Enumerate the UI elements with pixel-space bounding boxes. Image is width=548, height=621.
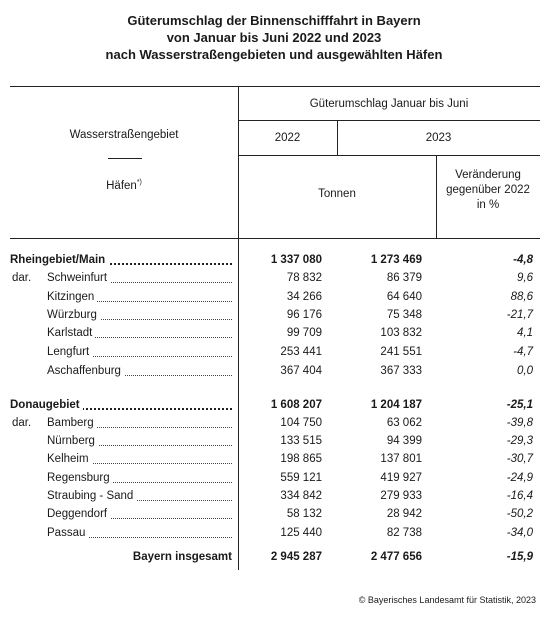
- row-name: Schweinfurt: [47, 272, 110, 284]
- value-2022: 96 176: [286, 309, 322, 321]
- header-change-line-2: gegenüber 2022: [446, 184, 530, 196]
- change-percent: 0,0: [517, 365, 533, 377]
- value-2022: 1 337 080: [270, 254, 322, 266]
- value-2022: 1 608 207: [270, 399, 322, 411]
- total-label: Bayern insgesamt: [132, 551, 232, 563]
- port-label: [47, 364, 232, 379]
- value-2022: 253 441: [280, 346, 322, 358]
- value-2023: 241 551: [380, 346, 422, 358]
- change-percent: -34,0: [506, 527, 533, 539]
- row-name: Lengfurt: [47, 346, 92, 358]
- value-2023: 103 832: [380, 327, 422, 339]
- value-2023: 63 062: [386, 417, 422, 429]
- port-label: [47, 507, 232, 522]
- value-2023: 1 273 469: [370, 254, 422, 266]
- change-percent: -21,7: [506, 309, 533, 321]
- title-line-2: von Januar bis Juni 2022 und 2023: [166, 30, 382, 45]
- source-note: © Bayerisches Landesamt für Statistik, 2023: [358, 595, 536, 605]
- dar-label: dar.: [12, 272, 32, 284]
- row-name: Deggendorf: [47, 508, 110, 520]
- row-name: Straubing - Sand: [47, 490, 136, 502]
- port-label: [47, 290, 232, 305]
- row-name: Kitzingen: [47, 291, 97, 303]
- value-2022: 559 121: [280, 472, 322, 484]
- value-2023: 367 333: [380, 365, 422, 377]
- value-2023: 94 399: [386, 435, 422, 447]
- row-name: Karlstadt: [47, 327, 95, 339]
- change-percent: 9,6: [517, 272, 533, 284]
- total-change: -15,9: [506, 551, 533, 563]
- total-value-2023: 2 477 656: [370, 551, 422, 563]
- row-name: Rheingebiet/Main: [10, 254, 108, 266]
- value-2022: 334 842: [280, 490, 322, 502]
- value-2022: 34 266: [286, 291, 322, 303]
- row-name: Würzburg: [47, 309, 100, 321]
- header-rule-unit: [238, 155, 540, 156]
- change-percent: -24,9: [506, 472, 533, 484]
- header-port-label: Häfen: [106, 179, 137, 192]
- change-percent: -16,4: [506, 490, 533, 502]
- value-2022: 58 132: [286, 508, 322, 520]
- value-2023: 1 204 187: [370, 399, 422, 411]
- change-percent: -30,7: [506, 453, 533, 465]
- value-2023: 64 640: [386, 291, 422, 303]
- change-percent: -39,8: [506, 417, 533, 429]
- header-change-line-3: in %: [476, 199, 500, 211]
- header-year-2023: 2023: [425, 132, 452, 144]
- header-separator: [108, 158, 142, 159]
- dar-label: dar.: [12, 417, 32, 429]
- port-label: [47, 434, 232, 449]
- header-rule-years: [238, 120, 540, 121]
- row-name: Donaugebiet: [10, 399, 83, 411]
- row-name: Kelheim: [47, 453, 92, 465]
- header-port-footnote: *): [136, 179, 142, 186]
- table-title: [0, 12, 548, 63]
- value-2022: 104 750: [280, 417, 322, 429]
- change-percent: -4,8: [513, 254, 533, 266]
- value-2023: 419 927: [380, 472, 422, 484]
- header-region: Wasserstraßengebiet: [69, 129, 179, 141]
- port-label: [47, 345, 232, 360]
- value-2023: 86 379: [386, 272, 422, 284]
- value-2023: 82 738: [386, 527, 422, 539]
- row-name: Regensburg: [47, 472, 113, 484]
- port-label: [47, 489, 232, 504]
- row-name: Passau: [47, 527, 88, 539]
- port-label: [47, 526, 232, 541]
- header-year-2022: 2022: [274, 132, 301, 144]
- header-change-line-1: Veränderung: [455, 169, 521, 181]
- title-line-1: Güterumschlag der Binnenschifffahrt in Bayern: [127, 13, 421, 28]
- port-label: [47, 416, 232, 431]
- row-name: Nürnberg: [47, 435, 98, 447]
- header-unit: Tonnen: [318, 188, 356, 200]
- value-2022: 367 404: [280, 365, 322, 377]
- change-percent: -50,2: [506, 508, 533, 520]
- port-label: [47, 452, 232, 467]
- row-name: Aschaffenburg: [47, 365, 124, 377]
- value-2023: 279 933: [380, 490, 422, 502]
- port-label: [47, 271, 232, 286]
- value-2022: 133 515: [280, 435, 322, 447]
- header-port: [10, 175, 238, 194]
- value-2022: 78 832: [286, 272, 322, 284]
- value-2023: 137 801: [380, 453, 422, 465]
- port-label: [47, 326, 232, 341]
- change-percent: 88,6: [510, 291, 533, 303]
- port-label: [47, 471, 232, 486]
- total-value-2022: 2 945 287: [270, 551, 322, 563]
- region-label: [10, 398, 232, 413]
- header-change: [436, 168, 540, 213]
- region-label: [10, 253, 232, 268]
- value-2022: 198 865: [280, 453, 322, 465]
- row-name: Bamberg: [47, 417, 97, 429]
- value-2022: 125 440: [280, 527, 322, 539]
- table-top-rule: [10, 86, 540, 87]
- change-percent: -29,3: [506, 435, 533, 447]
- change-percent: -4,7: [513, 346, 533, 358]
- change-percent: -25,1: [506, 399, 533, 411]
- value-2023: 28 942: [386, 508, 422, 520]
- header-bottom-rule: [10, 238, 540, 239]
- value-2023: 75 348: [386, 309, 422, 321]
- header-group: Güterumschlag Januar bis Juni: [309, 98, 469, 110]
- value-2022: 99 709: [286, 327, 322, 339]
- title-line-3: nach Wasserstraßengebieten und ausgewählten Häfen: [105, 47, 443, 62]
- port-label: [47, 308, 232, 323]
- change-percent: 4,1: [517, 327, 533, 339]
